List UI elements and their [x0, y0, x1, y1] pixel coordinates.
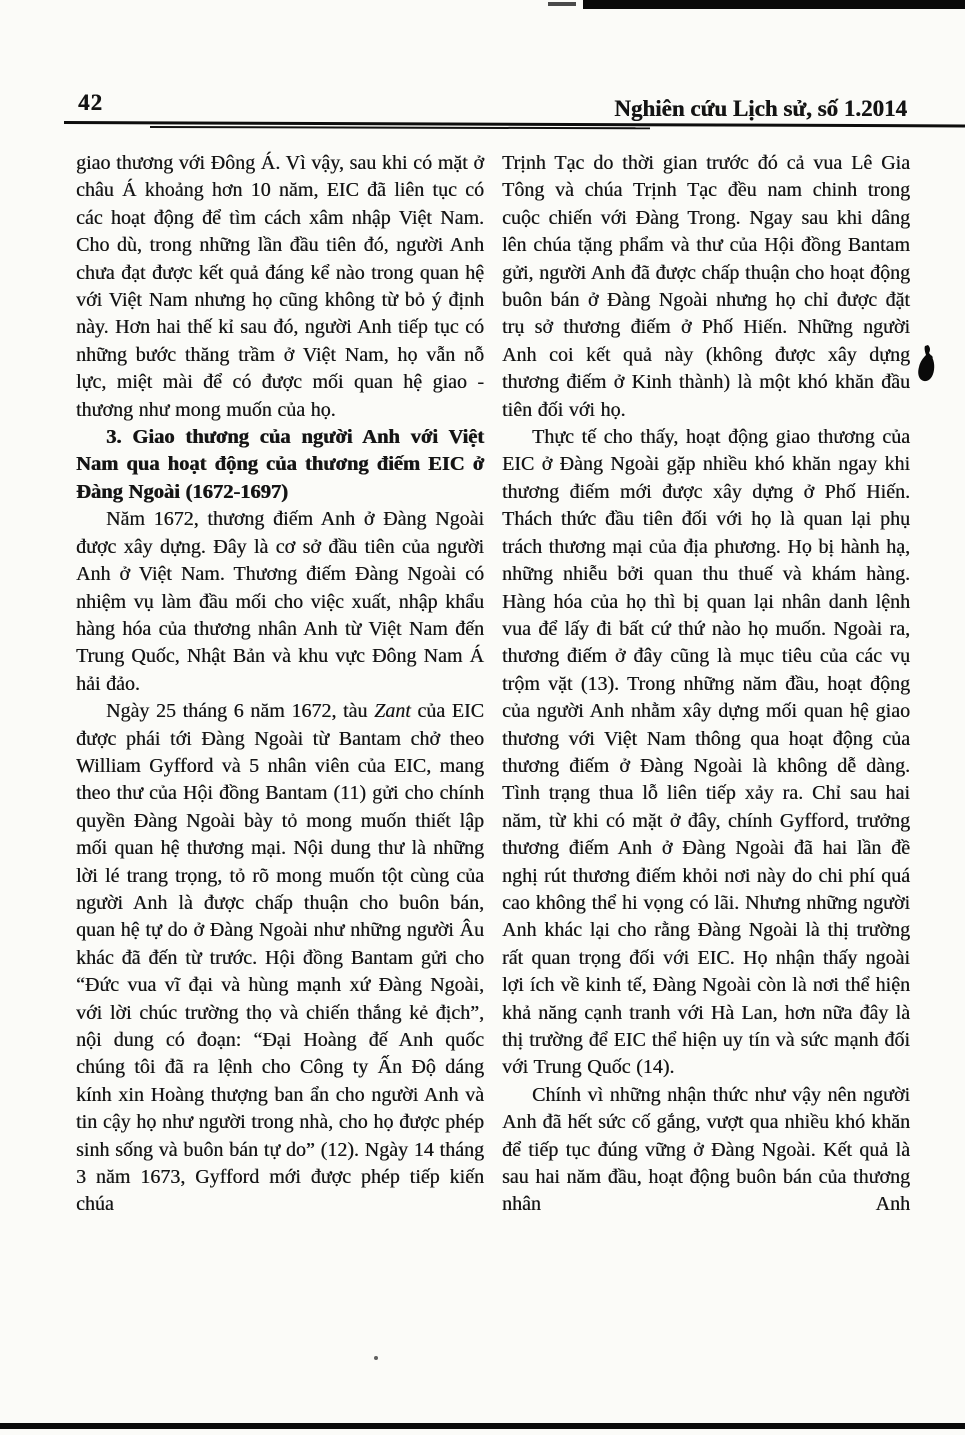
body-paragraph	[76, 698, 484, 1219]
paragraph-text: của EIC được phái tới Đàng Ngoài từ Bantam chở theo William Gyfford và 5 nhân viên của EIC, mang theo thư của Hội đồng Bantam (11) gửi cho chính quyền Đàng Ngoài bày tỏ mong muốn thiết lập mối quan hệ thương mại. Nội dung thư là những lời lé trang trọng, tỏ rõ mong muốn tột cùng của người Anh là được chấp thuận cho buôn bán, quan hệ tự do ở Đàng Ngoài như những người Âu khác đã đến từ trước. Hội đồng Bantam gửi cho “Đức vua vĩ đại và hùng mạnh xứ Đàng Ngoài, với lời chúc trường thọ và chiến thắng kẻ địch”, nội dung có đoạn: “Đại Hoàng đế Anh quốc chúng tôi đã ra lệnh cho Công ty Ấn Độ dáng kính xin Hoàng thượng ban ẩn cho người Anh và tin cậy họ như người trong nhà, cho họ được phép sinh sống và buôn bán tự do” (12). Ngày 14 tháng 3 năm 1673, Gyfford mới được phép tiếp kiến chúa	[76, 700, 485, 1216]
scan-edge-artifact-top	[583, 0, 965, 9]
section-heading: 3. Giao thương của người Anh với Việt Nam qua hoạt động của thương điếm EIC ở Đàng Ngoài (1672-1697)	[76, 426, 484, 503]
scan-speck-artifact	[374, 1356, 378, 1360]
page-number: 42	[78, 90, 103, 115]
header-divider-line-shadow	[150, 126, 650, 129]
scan-edge-artifact-bottom	[0, 1423, 965, 1429]
body-paragraph: Năm 1672, thương điếm Anh ở Đàng Ngoài được xây dựng. Đây là cơ sở đầu tiên của người Anh ở Việt Nam. Thương điếm Đàng Ngoài có nhiệm vụ làm đầu mối cho việc xuất, nhập khẩu hàng hóa của thương nhân Anh từ Việt Nam đến Trung Quốc, Nhật Bản và khu vực Đông Nam Á hải đảo.	[76, 508, 484, 695]
body-paragraph: Thực tế cho thấy, hoạt động giao thương của EIC ở Đàng Ngoài gặp nhiều khó khăn ngay khi thương điếm mới được xây dựng ở Phố Hiến. Thách thức đầu tiên đối với họ là quan lại phụ trách thương mại của địa phương. Họ bị hành hạ, những nhiễu bởi quan thu thuế và khám hàng. Hàng hóa của họ thì bị quan lại nhân danh lệnh vua để lấy đi bất cứ thứ nào họ muốn. Ngoài ra, thương điếm ở đây cũng là mục tiêu của các vụ trộm vặt (13). Trong những năm đầu, hoạt động của người Anh nhằm xây dựng mối quan hệ giao thương với Việt Nam thông qua hoạt động của thương điếm ở Đàng Ngoài là không dễ dàng. Tình trạng thua lỗ liên tiếp xảy ra. Chỉ sau hai năm, từ khi có mặt ở đây, chính Gyfford, trưởng thương điếm Anh ở Đàng Ngoài đã hai lần đề nghị rút thương điếm khỏi nơi này do chi phí quá cao không thể hi vọng có lãi. Nhưng những người Anh khác lại cho rằng Đàng Ngoài là thị trường rất quan trọng đối với EIC. Họ nhận thấy ngoài lợi ích về kinh tế, Đàng Ngoài còn là nơi thể hiện khả năng cạnh tranh với Hà Lan, hơn nữa đây là thị trường để EIC thể hiện uy tín và sức mạnh đối với Trung Quốc (14).	[502, 426, 910, 1079]
right-column	[502, 150, 910, 1219]
two-column-text-block	[76, 150, 910, 1219]
paragraph-text: Ngày 25 tháng 6 năm 1672, tàu	[106, 700, 375, 723]
body-paragraph: Chính vì những nhận thức như vậy nên người Anh đã hết sức cố gắng, vượt qua nhiều khó khăn để tiếp tục đúng vững ở Đàng Ngoài. Kết quả là sau hai năm đầu, hoạt động buôn bán của thương nhân Anh	[502, 1083, 910, 1216]
body-paragraph-continuation: giao thương với Đông Á. Vì vậy, sau khi có mặt ở châu Á khoảng hơn 10 năm, EIC đã liên tục có các hoạt động để tìm cách xâm nhập Việt Nam. Cho dù, trong những lần đầu tiên đó, người Anh chưa đạt được kết quả đáng kể nào trong quan hệ với Việt Nam nhưng họ cũng không từ bỏ ý định này. Hơn hai thế kỉ sau đó, người Anh tiếp tục có những bước thăng trầm ở Việt Nam, họ vẫn nỗ lực, miệt mài để có được mối quan hệ giao - thương như mong muốn của họ.	[76, 152, 484, 421]
left-column	[76, 150, 484, 1219]
scan-edge-artifact-dash	[548, 2, 576, 6]
ship-name-italic: Zant	[374, 700, 411, 723]
journal-reference: Nghiên cứu Lịch sử, số 1.2014	[614, 96, 907, 121]
body-paragraph-continuation: Trịnh Tạc do thời gian trước đó cả vua Lê Gia Tông và chúa Trịnh Tạc đều nam chinh trong cuộc chiến với Đàng Trong. Ngay sau khi dâng lên chúa tặng phẩm và thư của Hội đồng Bantam gửi, người Anh đã được chấp thuận cho hoạt động buôn bán ở Đàng Ngoài nhưng họ chỉ được đặt trụ sở thương điếm ở Phố Hiến. Những người Anh coi kết quả này (không được xây dựng thương điếm ở Kinh thành) là một khó khăn đầu tiên đối với họ.	[502, 152, 910, 421]
ink-blot-artifact	[914, 344, 940, 388]
